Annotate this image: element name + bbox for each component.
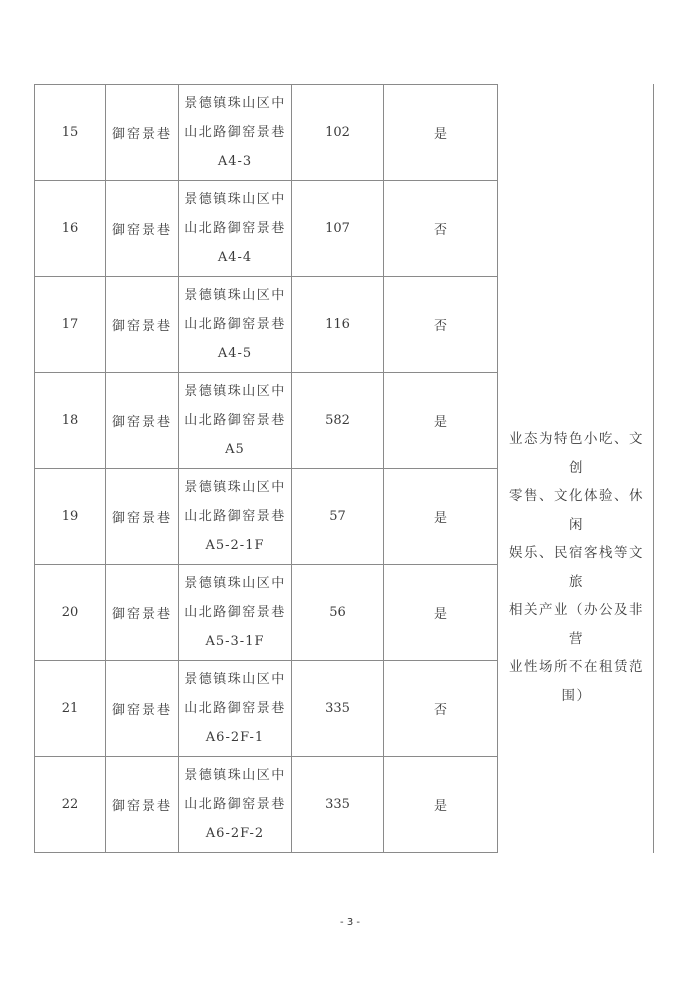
yes-no-flag: 是 [384,565,498,661]
row-number: 22 [35,757,106,853]
business-scope-column [497,84,654,853]
table-row [35,181,498,277]
address-code: A6-2F-1 [205,730,265,745]
business-scope-note [504,425,649,710]
yes-no-flag: 否 [384,181,498,277]
yes-no-flag: 是 [384,469,498,565]
area-value: 582 [292,373,384,469]
area-value: 335 [292,757,384,853]
property-name: 御窑景巷 [106,373,179,469]
address-code: A4-3 [217,154,253,169]
address-line-2: 山北路御窑景巷 [184,509,286,524]
row-number: 21 [35,661,106,757]
property-name: 御窑景巷 [106,277,179,373]
yes-no-flag: 是 [384,373,498,469]
address-line-2: 山北路御窑景巷 [184,317,286,332]
row-number: 15 [35,85,106,181]
address-line-2: 山北路御窑景巷 [184,701,286,716]
address-line-2: 山北路御窑景巷 [184,221,286,236]
note-line: 围） [561,687,592,704]
address-line-1: 景德镇珠山区中 [184,768,286,783]
property-address [179,373,292,469]
row-number: 17 [35,277,106,373]
area-value: 102 [292,85,384,181]
note-line: 相关产业（办公及非营 [509,602,644,647]
note-line: 业态为特色小吃、文创 [509,431,644,476]
property-address [179,469,292,565]
address-code: A5-3-1F [205,634,265,649]
table-row [35,757,498,853]
row-number: 20 [35,565,106,661]
address-code: A4-5 [217,346,253,361]
note-line: 娱乐、民宿客栈等文旅 [509,545,644,590]
address-line-1: 景德镇珠山区中 [184,192,286,207]
table-row [35,373,498,469]
row-number: 19 [35,469,106,565]
address-code: A5 [225,442,245,457]
address-line-2: 山北路御窑景巷 [184,797,286,812]
table-row [35,277,498,373]
yes-no-flag: 是 [384,757,498,853]
area-value: 116 [292,277,384,373]
area-value: 56 [292,565,384,661]
property-address [179,181,292,277]
property-name: 御窑景巷 [106,661,179,757]
property-table [34,84,498,853]
address-line-1: 景德镇珠山区中 [184,672,286,687]
property-name: 御窑景巷 [106,85,179,181]
area-value: 57 [292,469,384,565]
address-line-2: 山北路御窑景巷 [184,605,286,620]
address-code: A5-2-1F [205,538,265,553]
address-line-1: 景德镇珠山区中 [184,480,286,495]
area-value: 335 [292,661,384,757]
address-code: A4-4 [217,250,253,265]
property-name: 御窑景巷 [106,757,179,853]
property-name: 御窑景巷 [106,181,179,277]
area-value: 107 [292,181,384,277]
property-name: 御窑景巷 [106,565,179,661]
address-line-1: 景德镇珠山区中 [184,96,286,111]
address-line-1: 景德镇珠山区中 [184,576,286,591]
address-code: A6-2F-2 [205,826,265,841]
yes-no-flag: 是 [384,85,498,181]
row-number: 16 [35,181,106,277]
property-name: 御窑景巷 [106,469,179,565]
yes-no-flag: 否 [384,277,498,373]
table-row [35,565,498,661]
address-line-1: 景德镇珠山区中 [184,384,286,399]
note-line: 业性场所不在租赁范 [509,659,644,675]
property-table-container [34,84,498,853]
row-number: 18 [35,373,106,469]
page-number: - 3 - [340,917,360,928]
property-address [179,85,292,181]
yes-no-flag: 否 [384,661,498,757]
table-row [35,469,498,565]
property-address [179,565,292,661]
note-line: 零售、文化体验、休闲 [509,488,644,533]
address-line-2: 山北路御窑景巷 [184,125,286,140]
address-line-2: 山北路御窑景巷 [184,413,286,428]
table-row [35,661,498,757]
property-address [179,661,292,757]
property-address [179,757,292,853]
address-line-1: 景德镇珠山区中 [184,288,286,303]
table-row [35,85,498,181]
property-address [179,277,292,373]
